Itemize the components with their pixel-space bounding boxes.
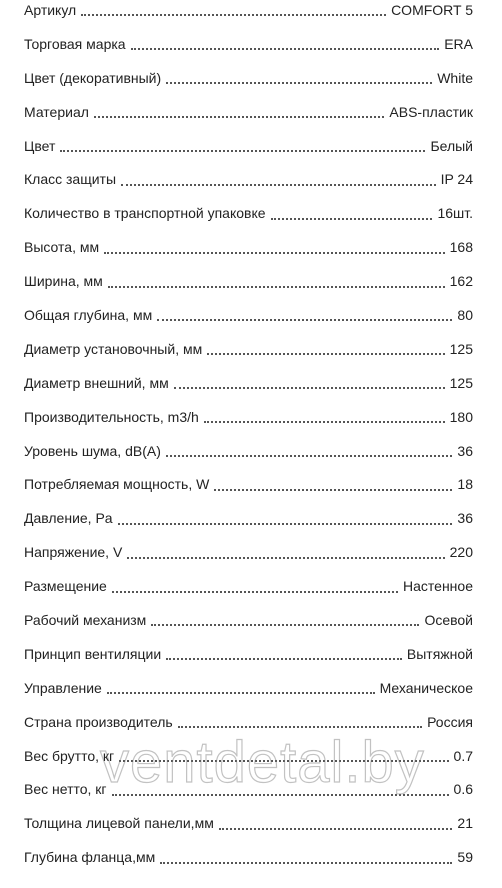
spec-label: Толщина лицевой панели,мм [24,815,214,832]
spec-row [24,671,473,705]
spec-label: Управление [24,679,102,696]
dot-leader [121,183,436,186]
spec-value: 0.7 [453,747,473,764]
spec-label: Цвет (декоративный) [24,69,162,86]
spec-row [24,637,473,671]
spec-row [24,61,473,95]
watermark: ventdetal.by [100,730,425,795]
spec-value: COMFORT 5 [391,1,473,18]
dot-leader [127,556,444,559]
spec-label: Материал [24,103,89,120]
spec-row [24,772,473,806]
spec-value: Белый [430,137,473,154]
spec-value: 162 [449,273,473,290]
spec-row [24,264,473,298]
spec-value: IP 24 [440,171,473,188]
spec-value: 125 [449,340,473,357]
spec-value: Осевой [424,611,473,628]
spec-label: Глубина фланца,мм [24,849,156,866]
spec-row [24,569,473,603]
dot-leader [204,420,445,423]
dot-leader [94,115,385,118]
spec-label: Производительность, m3/h [24,408,199,425]
spec-value: 180 [449,408,473,425]
spec-row [24,705,473,739]
spec-row [24,400,473,434]
spec-value: 36 [457,510,473,527]
spec-row [24,27,473,61]
spec-label: Высота, мм [24,239,100,256]
spec-label: Торговая марка [24,35,126,52]
dot-leader [112,793,449,796]
spec-row [24,806,473,840]
spec-value: 36 [457,442,473,459]
dot-leader [60,149,425,152]
dot-leader [104,251,445,254]
spec-value: Вытяжной [406,645,473,662]
spec-label: Потребляемая мощность, W [24,476,210,493]
spec-value: Настенное [403,578,473,595]
specs-list [24,0,473,874]
dot-leader [112,590,398,593]
spec-row [24,129,473,163]
spec-row [24,162,473,196]
spec-row [24,366,473,400]
dot-leader [166,454,453,457]
spec-label: Общая глубина, мм [24,306,153,323]
spec-value: ERA [444,35,473,52]
spec-value: 59 [457,849,473,866]
spec-label: Рабочий механизм [24,611,147,628]
spec-value: White [437,69,473,86]
spec-label: Размещение [24,578,107,595]
spec-value: 220 [449,544,473,561]
dot-leader [131,47,440,50]
spec-value: 21 [457,815,473,832]
spec-row [24,603,473,637]
spec-label: Напряжение, V [24,544,123,561]
spec-row [24,535,473,569]
spec-label: Ширина, мм [24,273,103,290]
spec-label: Цвет [24,137,56,154]
spec-row [24,501,473,535]
spec-row [24,196,473,230]
spec-label: Давление, Pa [24,510,113,527]
spec-label: Вес нетто, кг [24,781,107,798]
dot-leader [157,318,452,321]
dot-leader [108,285,445,288]
spec-row [24,0,473,27]
dot-leader [107,691,375,694]
spec-label: Класс защиты [24,171,117,188]
spec-value: 16шт. [437,205,473,222]
spec-row [24,840,473,874]
dot-leader [166,81,432,84]
spec-label: Диаметр установочный, мм [24,340,203,357]
spec-row [24,298,473,332]
dot-leader [207,352,444,355]
spec-label: Страна производитель [24,713,173,730]
spec-value: Россия [427,713,473,730]
dot-leader [219,827,453,830]
dot-leader [166,657,402,660]
spec-value: 0.6 [453,781,473,798]
dot-leader [178,725,422,728]
spec-value: Механическое [379,679,473,696]
spec-row [24,434,473,468]
spec-row [24,739,473,773]
spec-label: Уровень шума, dB(A) [24,442,161,459]
dot-leader [118,522,453,525]
spec-label: Диаметр внешний, мм [24,374,169,391]
dot-leader [151,623,419,626]
spec-value: ABS-пластик [389,103,473,120]
dot-leader [160,861,452,864]
spec-value: 125 [449,374,473,391]
spec-row [24,467,473,501]
spec-value: 168 [449,239,473,256]
dot-leader [81,13,386,16]
spec-row [24,230,473,264]
dot-leader [271,217,433,220]
spec-row [24,95,473,129]
spec-label: Артикул [24,1,77,18]
spec-value: 80 [457,306,473,323]
dot-leader [214,488,452,491]
dot-leader [119,759,448,762]
dot-leader [174,386,445,389]
spec-label: Вес брутто, кг [24,747,115,764]
spec-row [24,332,473,366]
spec-value: 18 [457,476,473,493]
spec-label: Количество в транспортной упаковке [24,205,266,222]
spec-label: Принцип вентиляции [24,645,162,662]
